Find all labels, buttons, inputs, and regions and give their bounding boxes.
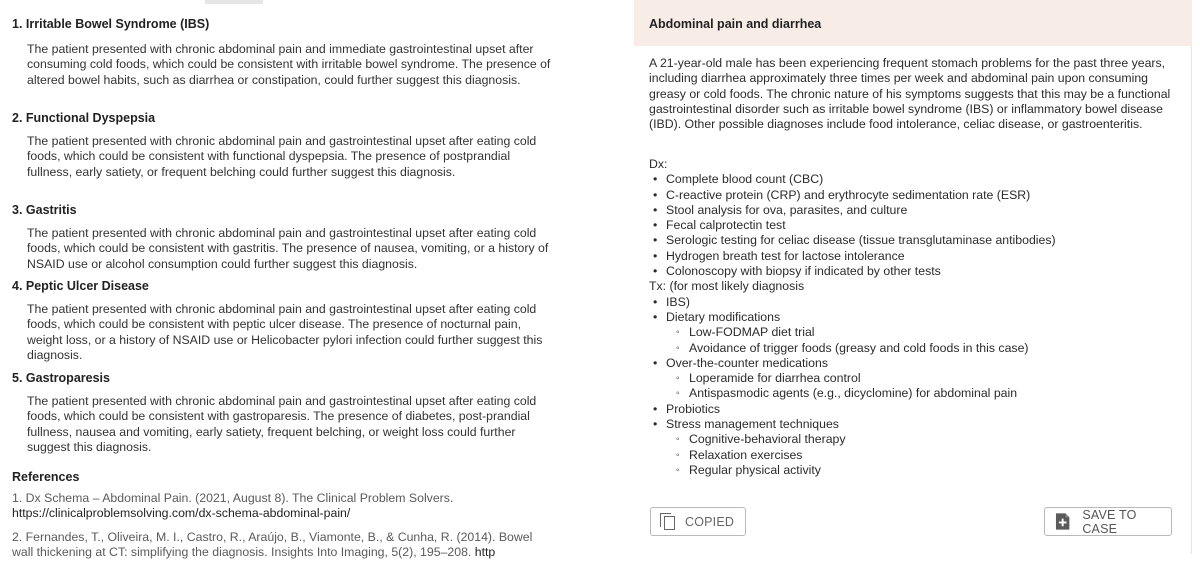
- plan-item-text: Antispasmodic agents (e.g., dicyclomine) for abdominal pain: [689, 386, 1018, 401]
- plan-list: [649, 157, 1184, 478]
- plan-item-text: Colonoscopy with biopsy if indicated by other tests: [666, 264, 941, 279]
- plan-item-text: Avoidance of trigger foods (greasy and cold foods in this case): [689, 340, 1029, 355]
- plan-item: [649, 356, 1184, 371]
- plan-item: [649, 310, 1184, 325]
- bullet-dot: •: [653, 187, 658, 202]
- dx-body-5: The patient presented with chronic abdominal pain and gastrointestinal upset after eating cold foods, which could be consistent with gastroparesis. The presence of diabetes, post-prandial fullness, nausea and vomiting, early satiety, frequent belching, or weight loss could further suggest this diagnosis.: [27, 394, 537, 454]
- plan-heading: [649, 157, 1184, 172]
- dx-title-4: 4. Peptic Ulcer Disease: [12, 279, 149, 293]
- plan-item-text: C-reactive protein (CRP) and erythrocyte sedimentation rate (ESR): [666, 187, 1031, 202]
- bullet-dot: •: [653, 264, 658, 279]
- differential-panel: [0, 0, 560, 561]
- reference-1-text: 1. Dx Schema – Abdominal Pain. (2021, August 8). The Clinical Problem Solvers.: [12, 491, 454, 505]
- plan-item-text: Relaxation exercises: [689, 447, 803, 462]
- reference-2-link[interactable]: http: [474, 545, 496, 560]
- dx-body-4: The patient presented with chronic abdominal pain and gastrointestinal upset after eating cold foods, which could be consistent with peptic ulcer disease. The presence of nocturnal pain, weight loss, or a history of NSAID use or Helicobacter pylori infection could further suggest this diagnosis.: [27, 302, 543, 362]
- plan-item: [649, 218, 1184, 233]
- bullet-circle: ◦: [676, 434, 680, 446]
- dx-body-2: The patient presented with chronic abdominal pain and gastrointestinal upset after eating cold foods, which could be consistent with functional dyspepsia. The presence of postprandial fullness, early satiety, or frequent belching could further suggest this diagnosis.: [27, 134, 537, 179]
- dx-title-3: 3. Gastritis: [12, 203, 77, 217]
- plan-item: [649, 463, 1184, 478]
- plan-item-text: Hydrogen breath test for lactose intolerance: [666, 248, 905, 263]
- plan-item-text: Regular physical activity: [689, 462, 821, 477]
- plan-item: [649, 264, 1184, 279]
- plan-item-text: Dx:: [649, 157, 668, 171]
- reference-1: [12, 491, 552, 522]
- plan-item: [649, 249, 1184, 264]
- plan-item: [649, 417, 1184, 432]
- copied-button[interactable]: [650, 507, 746, 536]
- case-summary: A 21-year-old male has been experiencing frequent stomach problems for the past three years, including diarrhea approximately three times per week and abdominal pain upon consuming greasy or cold foods. The chronic nature of his symptoms suggests that this may be a functional gastrointestinal disorder such as irritable bowel syndrome (IBS) or inflammatory bowel disease (IBD). Other possible diagnoses include food intolerance, celiac disease, or gastroenteritis.: [649, 56, 1171, 132]
- plan-item: [649, 448, 1184, 463]
- dx-body-1: The patient presented with chronic abdominal pain and immediate gastrointestinal upset after consuming cold foods, which could be consistent with irritable bowel syndrome. The presence of altered bowel habits, such as diarrhea or constipation, could further suggest this diagnosis.: [27, 42, 551, 87]
- plan-item-text: Low-FODMAP diet trial: [689, 325, 815, 340]
- plan-item-text: Stress management techniques: [666, 417, 839, 432]
- bullet-dot: •: [653, 309, 658, 324]
- dx-title-1: 1. Irritable Bowel Syndrome (IBS): [12, 17, 210, 31]
- reference-1-link[interactable]: https://clinicalproblemsolving.com/dx-schema-abdominal-pain/: [12, 506, 351, 521]
- plan-item-text: Cognitive-behavioral therapy: [689, 432, 846, 447]
- plan-item-text: Fecal calprotectin test: [666, 218, 786, 233]
- bullet-dot: •: [653, 248, 658, 263]
- bullet-dot: •: [653, 417, 658, 432]
- bullet-circle: ◦: [676, 449, 680, 461]
- plan-item: [649, 402, 1184, 417]
- plan-item: [649, 432, 1184, 447]
- plan-item-text: Dietary modifications: [666, 309, 781, 324]
- bullet-circle: ◦: [676, 464, 680, 476]
- save-to-case-label: SAVE TO CASE: [1082, 507, 1137, 536]
- plan-item-text: Stool analysis for ova, parasites, and culture: [666, 202, 908, 217]
- plan-item-text: Complete blood count (CBC): [666, 172, 824, 187]
- bullet-dot: •: [653, 202, 658, 217]
- reference-2: [12, 530, 552, 561]
- copy-icon: [660, 513, 675, 530]
- save-to-case-button[interactable]: [1044, 507, 1172, 536]
- plan-item: [649, 386, 1184, 401]
- plan-item: [649, 188, 1184, 203]
- bullet-dot: •: [653, 172, 658, 187]
- plan-item-text: Tx: (for most likely diagnosis: [649, 279, 805, 294]
- plan-item: [649, 233, 1184, 248]
- plan-item-text: Serologic testing for celiac disease (tissue transglutaminase antibodies): [666, 233, 1056, 248]
- bullet-circle: ◦: [676, 342, 680, 354]
- case-title: Abdominal pain and diarrhea: [649, 17, 822, 31]
- bullet-dot: •: [653, 401, 658, 416]
- dx-body-3: The patient presented with chronic abdominal pain and gastrointestinal upset after eating cold foods, which could be consistent with gastritis. The presence of nausea, vomiting, or a history of NSAID use or alcohol consumption could further suggest this diagnosis.: [27, 226, 549, 271]
- bullet-circle: ◦: [676, 373, 680, 385]
- bullet-circle: ◦: [676, 327, 680, 339]
- bullet-circle: ◦: [676, 388, 680, 400]
- plan-item: [649, 295, 1184, 310]
- dx-title-2: 2. Functional Dyspepsia: [12, 111, 156, 125]
- dx-title-5: 5. Gastroparesis: [12, 371, 110, 385]
- plan-item: [649, 172, 1184, 187]
- plan-heading: [649, 279, 1184, 294]
- reference-2-text: 2. Fernandes, T., Oliveira, M. I., Castro, R., Araújo, B., Viamonte, B., & Cunha, R. (2014). Bowel wall thickening at CT: simplifying the diagnosis. Insights Into Imaging, 5(2), 195–208.: [12, 530, 533, 560]
- plan-item: [649, 203, 1184, 218]
- document-plus-icon: [1055, 512, 1070, 531]
- plan-item: [649, 371, 1184, 386]
- bullet-dot: •: [653, 233, 658, 248]
- plan-item-text: Probiotics: [666, 401, 720, 416]
- plan-item: [649, 325, 1184, 340]
- case-panel: [634, 0, 1192, 554]
- plan-item: [649, 341, 1184, 356]
- plan-item-text: IBS): [666, 294, 690, 309]
- bullet-dot: •: [653, 294, 658, 309]
- plan-item-text: Loperamide for diarrhea control: [689, 371, 861, 386]
- references-heading: References: [12, 470, 80, 484]
- bullet-dot: •: [653, 355, 658, 370]
- bullet-dot: •: [653, 218, 658, 233]
- copied-button-label: COPIED: [685, 514, 735, 529]
- plan-item-text: Over-the-counter medications: [666, 355, 828, 370]
- case-header: [634, 0, 1192, 46]
- top-divider: [205, 0, 263, 4]
